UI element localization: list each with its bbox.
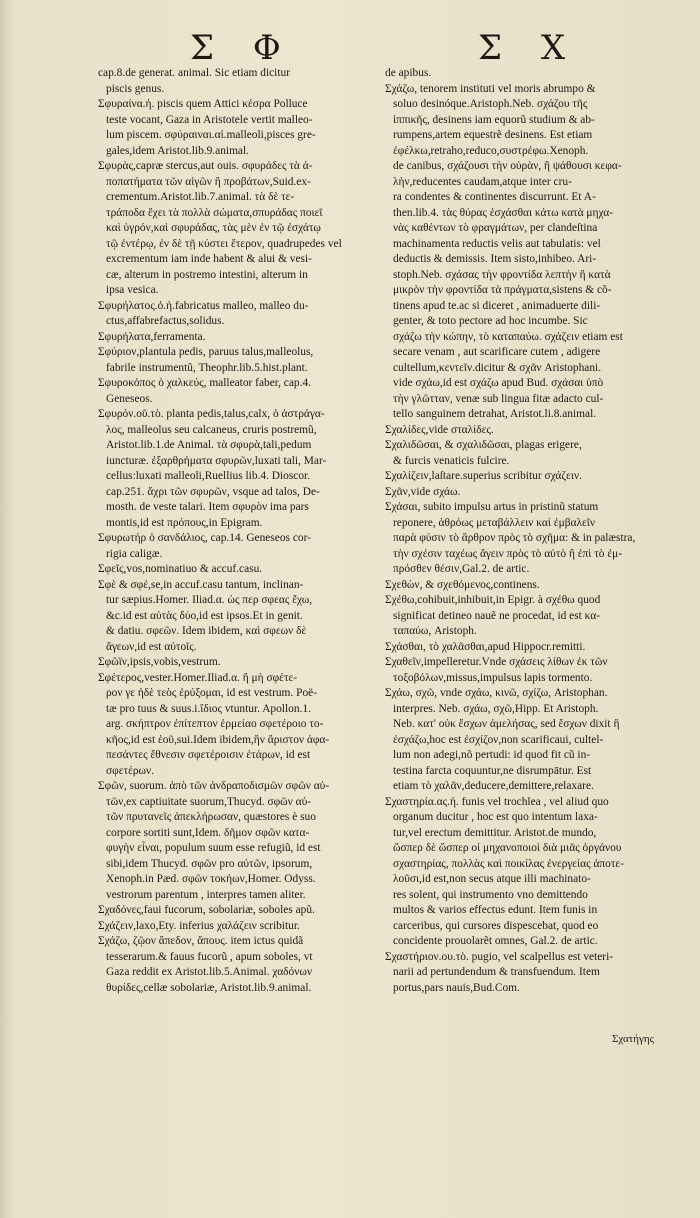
entry-continuation-line: τῶν πρυτανεῖς ἀπεκλήρωσαν, quæstores è suo [106,811,316,823]
entry-continuation-line: ρον γε ἠδὲ τεὸς ἐρύξομαι, id est vestrum. Poë- [106,687,317,699]
entry-continuation-line: ipsa vesica. [106,284,159,296]
entry-continuation-line: significat detineo nauẽ ne procedat, id est κα- [393,609,601,622]
entry-continuation-line: vide σχάω,id est σχάζω apud Bud. σχάσαι ὑπὸ [393,377,604,389]
entry-continuation-line: stoph.Neb. σχάσας τὴν φροντίδα λεπτὴν ἢ κατὰ [393,268,611,281]
entry-continuation-line: ὥσπερ δὲ ὥσπερ οἱ μηχανοποιοὶ διὰ μιᾶς ὀργάνου [393,842,622,854]
entry-headword-line: de apibus. [385,67,432,79]
entry-continuation-line: Xenoph.in Pæd. σφῶν τοκήων,Homer. Odyss. [106,873,316,885]
entry-continuation-line: piscis genus. [106,82,165,95]
entry-continuation-line: machinamenta reductis velis aut tabulatis: vel [393,237,601,250]
header-left-letters: Σ Φ [190,28,295,68]
entry-continuation-line: secare venam , aut scarificare cutem , adigere [393,346,601,358]
entry-headword-line: Σχάσθαι, τὸ χαλᾶσθαι,apud Hippocr.remitti. [385,640,586,653]
entry-continuation-line: portus,pars nauis,Bud.Com. [393,981,520,994]
entry-continuation-line: τῶν,ex captiuitate suorum,Thucyd. σφῶν αὐ- [106,795,312,808]
entry-headword-line: Σφυραίνα.ἡ. piscis quem Attici κέσρα Polluce [98,98,308,110]
entry-continuation-line: κῆος,id est ἑοῦ,sui.Idem ibidem,ἣν ἄριστον ἀφα- [106,733,330,746]
entry-headword-line: Σφυρὰς,capræ stercus,aut ouis. σφυράδες τὰ ἀ- [98,160,313,172]
entry-continuation-line: φυγὴν εἶναι, populum suum esse refugiũ, id est [106,842,321,854]
left-column [98,66,382,996]
entry-continuation-line: cultellum,κεντεῖν.dicitur & σχᾶν Aristophani. [393,361,602,374]
entry-continuation-line: σχαστηρίας, πολλὰς καὶ ποικίλας ἐνεργείας ἀποτε- [393,857,624,870]
entry-continuation-line: ctus,affabrefactus,solidus. [106,315,225,327]
header-right-letters: Σ Χ [478,28,580,68]
entry-headword-line: Σχαλίδες,vide σταλίδες. [385,423,494,436]
entry-continuation-line: λὴν,reducentes caudam,atque inter cru- [393,175,572,188]
entry-continuation-line: res solent, qui instrumento vno demittendo [393,888,588,901]
entry-continuation-line: πρόσθεν θέσιν,Gal.2. de artic. [393,563,530,575]
entry-continuation-line: narii ad pertundendum & transfuendum. Item [393,966,600,978]
page-edge-shadow [0,0,14,1218]
entry-continuation-line: ἄγεων,id est αὐτοῖς. [106,640,197,653]
entry-headword-line: Σφεῖς,vos,nominatiuo & accuf.casu. [98,563,263,575]
entry-headword-line: cap.8.de generat. animal. Sic etiam dicitur [98,67,290,79]
entry-headword-line: Σχαστήριον.ου.τὸ. pugio, vel scalpellus est veteri- [385,950,614,963]
entry-headword-line: Σχαστηρία.ας.ἡ. funis vel trochlea , vel aliud quo [385,795,609,808]
entry-continuation-line: λοῦσι,id est,non secus atque illi machinato- [393,873,591,885]
entry-continuation-line: Neb. κατ' οὐκ ἔσχων ἀμελήσας, sed ἔσχων dixit ἢ [393,718,620,730]
entry-headword-line: Σφὲ & σφέ,se,in accuf.casu tantum, inclinan- [98,578,304,591]
entry-headword-line: Σχάζω, ζῷον ἄπεδον, ἄπους. item ictus quidã [98,935,304,947]
entry-continuation-line: testina farcta coquuntur,ne disrumpātur. Est [393,764,592,777]
entry-continuation-line: cellus:luxati malleoli,Ruellius lib.4. Dioscor. [106,470,311,482]
entry-headword-line: Σχάσαι, subito impulsu artus in pristinũ statum [385,501,599,513]
entry-continuation-line: sibi,idem Thucyd. σφῶν pro αὐτῶν, ipsorum, [106,857,313,870]
entry-headword-line: Σχέθω,cohibuit,inhibuit,in Epigr. à σχέθω quod [385,594,601,606]
entry-headword-line: Σφέτερος,vester.Homer.Iliad.α. ἢ μὴ σφέτε- [98,671,298,684]
entry-continuation-line: παρὰ φύσιν τὸ ἄρθρον πρὸς τὸ σχῆμα: & in palæstra, [393,532,636,544]
entry-continuation-line: Gaza reddit ex Aristot.lib.5.Animal. χαδόνων [106,966,313,978]
entry-continuation-line: arg. σκήπτρον ἐπίτεπτον ἑρμείαο σφετέροιο το- [106,718,324,730]
entry-continuation-line: tur,vel erectum demittitur. Aristot.de mundo, [393,826,597,839]
entry-continuation-line: reponere, ἀθρόως μεταβάλλειν καὶ ἐμβαλεῖν [393,516,595,529]
entry-headword-line: Σφυρωτήρ ὁ σανδάλιος, cap.14. Geneseos cor- [98,532,311,544]
entry-continuation-line: tur sæpius.Homer. Iliad.α. ὡς περ σφεας ἔχω, [106,594,313,606]
entry-continuation-line: Aristot.lib.1.de Animal. τὰ σφυρὰ,tali,pedum [106,439,312,451]
entry-continuation-line: καὶ ὑγρόν,καὶ σφυράδας, τὰς μὲν ἐν τῷ ἐσχάτῳ [106,222,321,234]
entry-continuation-line: vestrorum parentum , interpres tamen aliter. [106,888,306,901]
entry-continuation-line: μικρὸν τὴν φροντίδα τὰ πράγματα,sistens & cõ- [393,284,612,296]
entry-continuation-line: gales,idem Aristot.lib.9.animal. [106,144,249,157]
entry-continuation-line: ἱππικῆς, desinens iam equorũ studium & ab- [393,113,595,126]
entry-continuation-line: Geneseos. [106,392,153,405]
entry-headword-line: Σφῶϊν,ipsis,vobis,vestrum. [98,656,221,668]
entry-continuation-line: lum piscem. σφύραιναι.αἱ.malleoli,pisces gre- [106,129,316,141]
catchword: Σχατήγης [612,1033,654,1045]
entry-continuation-line: ταπαύω, Aristoph. [393,625,477,637]
entry-continuation-line: τὴν σχέσιν ταχέως ἄγειν πρὸς τὸ αὐτὸ ἢ ἐπὶ τὸ ἐμ- [393,547,622,560]
entry-headword-line: Σχᾶν,vide σχάω. [385,485,461,498]
entry-continuation-line: teste vocant, Gaza in Aristotele vertit malleo- [106,113,313,126]
entry-continuation-line: ποπατήματα τῶν αἰγῶν ἢ προβάτων,Suid.ex- [106,175,311,188]
entry-continuation-line: tello sanguinem detrahat, Aristot.li.8.animal. [393,408,597,420]
entry-continuation-line: then.lib.4. τὰς θύρας ἐσχάσθαι κάτω κατὰ μηχα- [393,206,614,219]
entry-headword-line: Σχαλίζειν,laſtare.superius scribitur σχάζειν. [385,470,582,482]
entry-continuation-line: cæ, alterum in postremo intestini, alterum in [106,268,308,281]
entry-headword-line: Σχάζω, tenorem instituti vel moris abrumpo & [385,82,596,95]
entry-continuation-line: rumpens,artem equestrẽ desinens. Est etiam [393,129,593,141]
entry-continuation-line: λος, malleolus seu calcaneus, cruris postremũ, [106,423,317,436]
entry-continuation-line: interpres. Neb. σχάω, σχῶ,Hipp. Et Aristoph. [393,702,599,715]
entry-continuation-line: concidente prouolarẽt omnes, Gal.2. de artic. [393,935,598,947]
entry-headword-line: Σχάω, σχῶ, vnde σχάω, κινῶ, σχίζω, Aristophan. [385,687,608,699]
entry-continuation-line: mosth. de veste talari. Item σφυρὸν ima pars [106,501,309,513]
entry-headword-line: Σφυρόν.οῦ.τὸ. planta pedis,talus,calx, ὁ ἀστράγα- [98,408,325,420]
right-column [385,66,669,996]
entry-continuation-line: iuncturæ. ἐξαρθρήματα σφυρῶν,luxati tali, Mar- [106,454,327,467]
entry-headword-line: Σφυροκόπος ὁ χαλκεύς, malleator faber, cap.4. [98,377,312,389]
entry-continuation-line: πεσάντες ἔθνεσιν σφετέροισιν ἐτάρων, id est [106,749,311,761]
entry-continuation-line: σφετέρων. [106,764,155,777]
entry-continuation-line: crementum.Aristot.lib.7.animal. τὰ δὲ τε- [106,191,295,203]
entry-continuation-line: soluo desinóque.Aristoph.Neb. σχάζου τῆς [393,98,588,110]
entry-headword-line: Σχαδόνες,faui fucorum, sobolariæ, soboles apũ. [98,904,315,916]
entry-continuation-line: montis,id est πρόπους,in Epigram. [106,516,263,529]
entry-continuation-line: excrementum iam inde habent & alui & vesi- [106,253,312,265]
entry-continuation-line: carceribus, qui cursores dispescebat, quod eo [393,919,599,932]
entry-headword-line: Σχαλιδῶσαι, & σχαλιδῶσαι, plagas erigere, [385,439,582,451]
entry-continuation-line: fabrile instrumentũ, Theophr.lib.5.hist.plant. [106,361,308,374]
entry-continuation-line: rigia caligæ. [106,547,163,560]
entry-continuation-line: lum non adegi,nõ pertudi: id quod fit cũ in- [393,749,591,761]
entry-continuation-line: genter, & toto pectore ad hoc incumbe. Sic [393,315,588,327]
entry-continuation-line: organum ducitur , hoc est quo intentum laxa- [393,811,598,823]
entry-continuation-line: & datiu. σφεῶν. Idem ibidem, καὶ σφεων δὲ [106,625,307,637]
entry-continuation-line: τοξοβόλων,missus,impulsus lapis tormento. [393,671,593,684]
entry-continuation-line: tæ pro tuus & suus.i.ἴδιος vtuntur. Apollon.1. [106,702,311,715]
entry-continuation-line: de canibus, σχάζουσι τὴν οὐρὰν, ἢ ψάθουσι κεφα- [393,160,622,172]
entry-headword-line: Σφυρήλατα,ferramenta. [98,330,206,343]
entry-continuation-line: tinens apud te.ac si diceret , animaduerte dili- [393,299,601,312]
entry-headword-line: Σχάζειν,laxo,Ety. inferius χαλάζειν scribitur. [98,919,300,932]
entry-headword-line: Σχεθὼν, & σχεθόμενος,continens. [385,578,540,591]
entry-continuation-line: cap.251. ἄχρι τῶν σφυρῶν, vsque ad talos, De- [106,485,320,498]
entry-continuation-line: etiam τὸ χαλᾶν,deducere,demittere,relaxare. [393,780,594,792]
entry-continuation-line: deductis & demissis. Item sisto,inhibeo. Ari- [393,253,597,265]
entry-continuation-line: ἐφέλκω,retraho,reduco,συστρέφω.Xenoph. [393,144,589,157]
entry-continuation-line: &c.id est αὐτὰς δύο,id est ipsos.Et in genit. [106,609,303,622]
entry-continuation-line: ra condentes & continentes discurrunt. Et A- [393,191,596,203]
entry-continuation-line: multos & varios effectus edunt. Item funis in [393,904,598,916]
entry-continuation-line: tesserarum.& fauus fucorũ , apum soboles, vt [106,950,313,963]
entry-headword-line: Σφυρήλατος.ὁ.ἡ.fabricatus malleo, malleo du- [98,299,309,312]
entry-continuation-line: τῷ ἐντέρῳ, ἐν δὲ τῇ κύστει ἕτερον, quadrupedes vel [106,237,342,250]
entry-continuation-line: σχάζω τὴν κώπην, τὸ καταπαύω. σχάζειν etiam est [393,330,623,343]
entry-continuation-line: & furcis venaticis fulcire. [393,454,510,467]
entry-headword-line: Σφῶν, suorum. ἀπὸ τῶν ἀνδραποδισμῶν σφῶν αὐ- [98,780,330,792]
entry-headword-line: Σφύριον,plantula pedis, paruus talus,malleolus, [98,346,314,358]
entry-continuation-line: νὰς καθέντων τὸ φραγμάτων, per clandeſtina [393,222,598,234]
entry-continuation-line: ἐσχάζω,hoc est ἐσχίζον,non scarificaui, cultel- [393,733,604,746]
entry-continuation-line: θυρίδες,cellæ sobolariæ, Aristot.lib.9.animal. [106,981,312,994]
entry-continuation-line: τὴν γλῶτταν, venæ sub lingua fitæ adacto cul- [393,392,604,405]
entry-continuation-line: τράποδα ἔχει τὰ πολλὰ σώματα,σπυράδας ποιεῖ [106,206,323,219]
entry-continuation-line: corpore sortiti sunt,Idem. δῆμον σφῶν κατα- [106,826,310,839]
entry-headword-line: Σχαθεῖν,impelleretur.Vnde σχάσεις λίθων ἐκ τῶν [385,656,608,668]
